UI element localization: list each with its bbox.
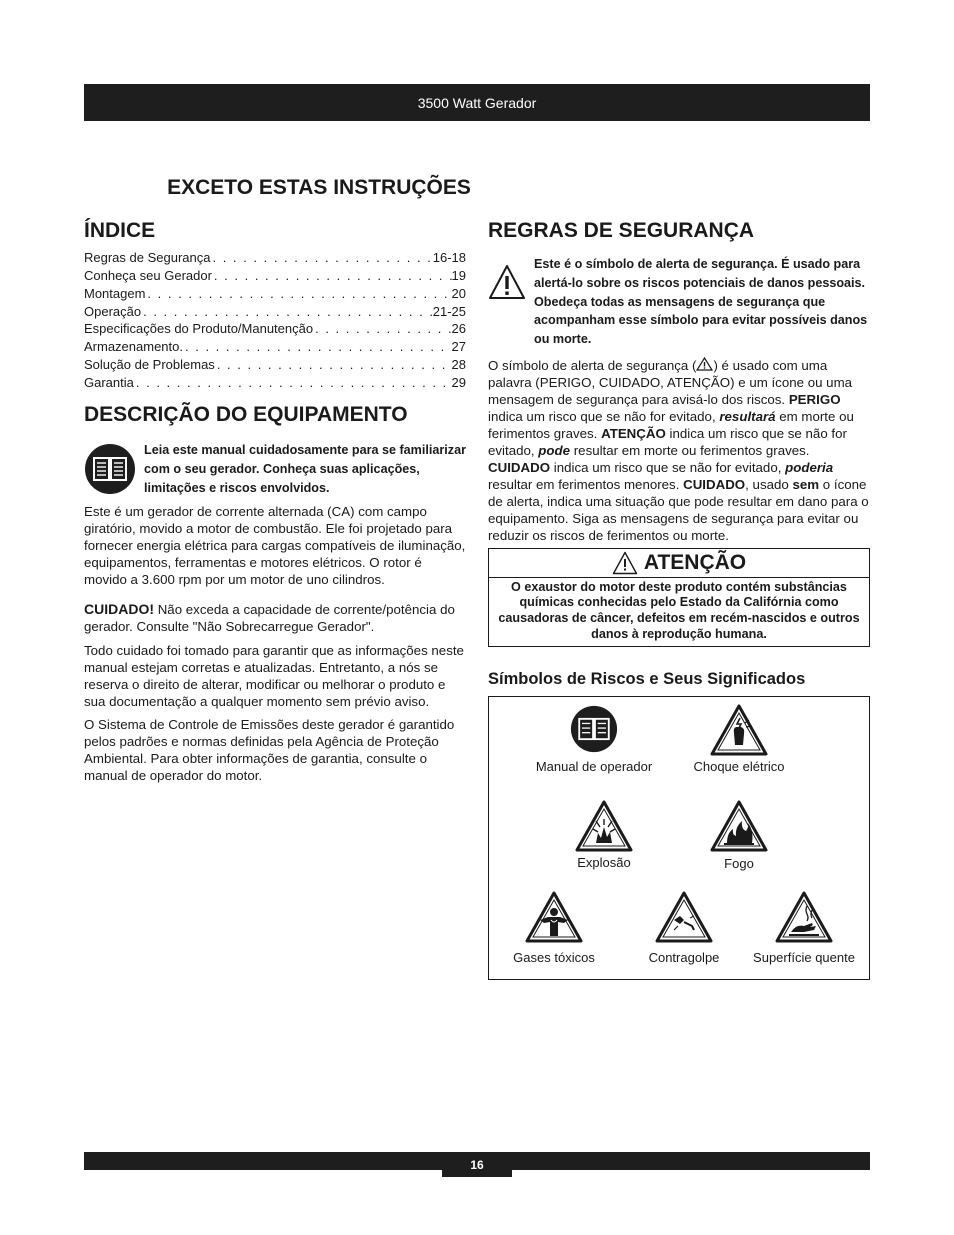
toc-entry[interactable]: Especificações do Produto/Manutenção . . . 26 (84, 321, 466, 339)
index-heading: ÍNDICE (84, 219, 156, 242)
toc-entry[interactable]: Operação . . . 21-25 (84, 304, 466, 322)
symbol-caption: Explosão (577, 854, 631, 870)
main-title: EXCETO ESTAS INSTRUÇÕES (167, 176, 471, 199)
symbol-toxic (494, 890, 614, 965)
explosion-icon (574, 799, 634, 853)
safety-heading: REGRAS DE SEGURANÇA (488, 219, 755, 242)
manual-note-text: Leia este manual cuidadosamente para se familiarizar com o seu gerador. Conheça suas aplicações, limitações e riscos envolvidos. (144, 442, 466, 495)
description-paragraph: Este é um gerador de corrente alternada (CA) com campo giratório, movido a motor de combustão. Ele foi projetado para fornecer energia elétrica para cargas compatíveis de iluminação, equipamentos, ferramentas e motores elétricos. O rotor é movido a 3.600 rpm por um motor de uno cilindros. (84, 503, 466, 587)
electric-shock-icon (709, 703, 769, 757)
header-bar (84, 84, 870, 121)
symbol-shock (674, 703, 804, 774)
toc-entry[interactable]: Garantia . . . 29 (84, 375, 466, 393)
toc-entry[interactable]: Armazenamento. . . . 27 (84, 339, 466, 357)
symbol-caption: Manual de operador (535, 758, 653, 774)
manual-note (84, 441, 466, 498)
caution-text: Não exceda a capacidade de corrente/potência do gerador. Consulte "Não Sobrecarregue Gerador". (84, 601, 455, 634)
symbol-caption: Contragolpe (648, 949, 720, 965)
page-number: 16 (442, 1152, 512, 1177)
toc-entry[interactable]: Solução de Problemas . . . 28 (84, 357, 466, 375)
attention-text: O exaustor do motor deste produto contém substâncias químicas conhecidas pelo Estado da Califórnia como causadoras de câncer, defeitos em recém-nascidos e outros danos à reprodução humana. (498, 579, 860, 641)
manual-book-icon (570, 705, 618, 753)
fire-icon (709, 799, 769, 853)
table-of-contents (84, 250, 466, 392)
symbol-fire (679, 799, 799, 871)
symbol-hot-surface (744, 890, 864, 965)
symbol-explosion (544, 799, 664, 870)
toxic-gas-icon (524, 890, 584, 944)
hot-surface-icon (774, 890, 834, 944)
warning-triangle-icon (488, 264, 526, 300)
attention-title: ATENÇÃO (643, 550, 747, 574)
warning-triangle-icon (696, 357, 713, 371)
disclaimer-paragraph: Todo cuidado foi tomado para garantir que as informações neste manual estejam corretas e atualizadas. Entretanto, a nós se reserva o direito de alterar, modificar ou melhorar o produto e sua documentação a qualquer momento sem prévio aviso. (84, 642, 464, 709)
right-column (488, 218, 870, 980)
symbols-heading: Símbolos de Riscos e Seus Significados (488, 669, 806, 688)
kickback-icon (654, 890, 714, 944)
manual-book-icon (84, 443, 136, 495)
description-heading: DESCRIÇÃO DO EQUIPAMENTO (84, 402, 408, 426)
emissions-paragraph: O Sistema de Controle de Emissões deste gerador é garantido pelos padrões e normas definidas pela Agência de Proteção Ambiental. Para obter informações de garantia, consulte o manual de operador do motor. (84, 716, 455, 783)
toc-entry[interactable]: Conheça seu Gerador . . . 19 (84, 268, 466, 286)
header-title: 3500 Watt Gerador (417, 94, 537, 111)
caution-label: CUIDADO! (84, 600, 154, 617)
symbol-caption: Superfície quente (753, 949, 855, 965)
attention-header (489, 549, 869, 578)
warning-triangle-icon (612, 551, 638, 575)
symbol-caption: Fogo (724, 855, 754, 871)
toc-entry[interactable]: Montagem . . . 20 (84, 286, 466, 304)
safety-alert-note (488, 255, 870, 349)
symbol-explanation: O símbolo de alerta de segurança ( ) é usado com uma palavra (PERIGO, CUIDADO, ATENÇÃO) e um ícone ou uma mensagem de segurança para avisá-lo dos riscos. PERIGO indica um risco que se não for evitado, resultará em morte ou ferimentos graves. ATENÇÃO indica um risco que se não for evitado, pode resultar em morte ou ferimentos graves. CUIDADO indica um risco que se não for evitado, poderia resultar em ferimentos menores. CUIDADO, usado sem o ícone de alerta, indica uma situação que pode resultar em dano para o equipamento. Siga as mensagens de segurança para evitar ou reduzir os riscos de ferimentos ou morte. (488, 357, 869, 543)
symbol-caption: Gases tóxicos (513, 949, 595, 965)
caution-paragraph (84, 601, 466, 635)
symbol-caption: Choque elétrico (693, 758, 785, 774)
symbol-kickback (624, 890, 744, 965)
symbol-manual (519, 705, 669, 774)
safety-alert-text: Este é o símbolo de alerta de segurança. É usado para alertá-lo sobre os riscos potenciais de danos pessoais. Obedeça todas as mensagens de segurança que acompanham esse símbolo para evitar possíveis danos ou morte. (534, 257, 868, 346)
hazard-symbols-box (488, 696, 870, 980)
toc-entry[interactable]: Regras de Segurança . . . 16-18 (84, 250, 466, 268)
left-column (84, 218, 466, 784)
attention-box (488, 548, 870, 647)
